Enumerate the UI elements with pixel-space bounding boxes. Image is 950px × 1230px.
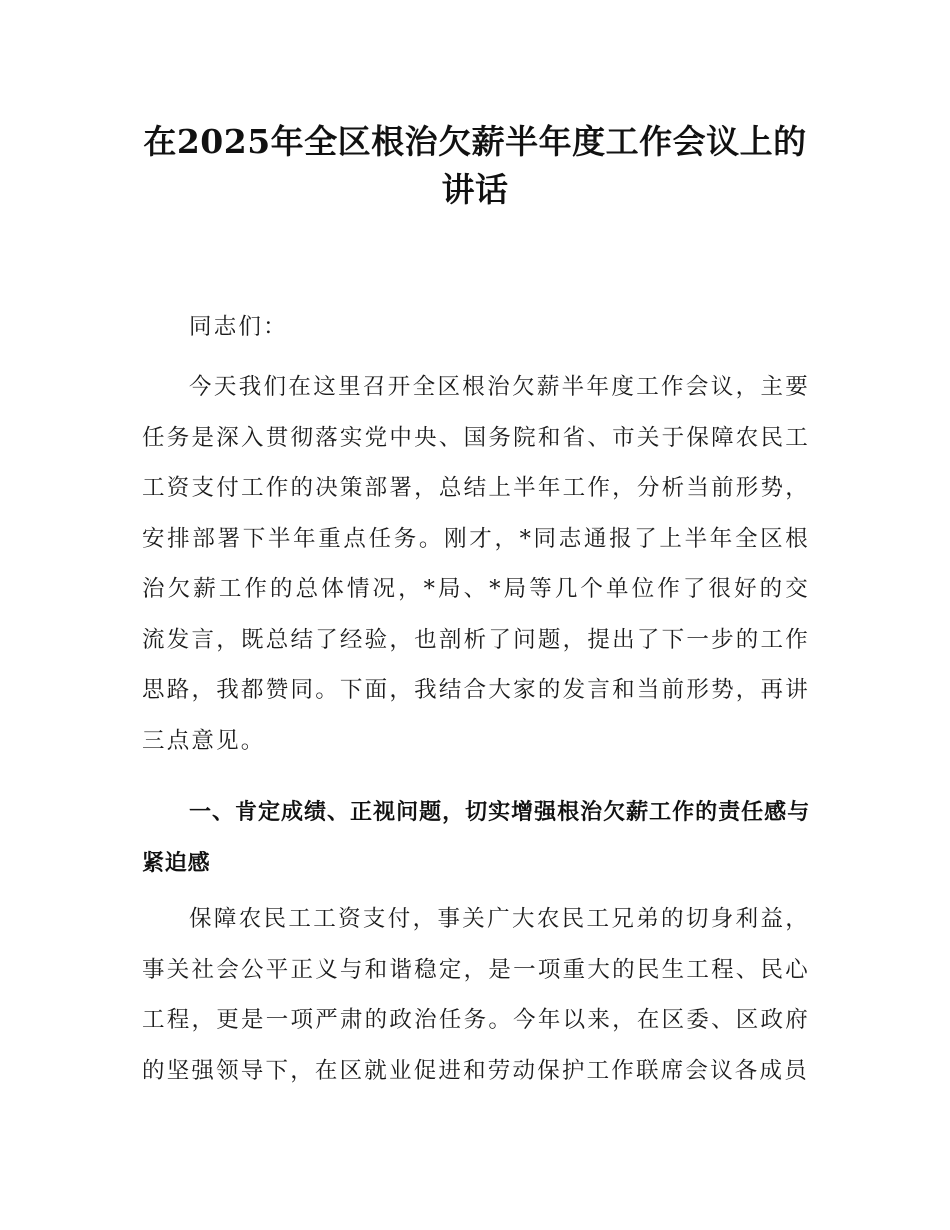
paragraph-intro: 今天我们在这里召开全区根治欠薪半年度工作会议，主要任务是深入贯彻落实党中央、国务院和省、市关于保障农民工工资支付工作的决策部署，总结上半年工作，分析当前形势，安排部署下半年重点任务。刚才，*同志通报了上半年全区根治欠薪工作的总体情况，*局、*局等几个单位作了很好的交流发言，既总结了经验，也剖析了问题，提出了下一步的工作思路，我都赞同。下面，我结合大家的发言和当前形势，再讲三点意见。 bbox=[142, 374, 810, 754]
section-heading-1: 一、肯定成绩、正视问题，切实增强根治欠薪工作的责任感与紧迫感 bbox=[142, 800, 810, 876]
document-title: 在2025年全区根治欠薪半年度工作会议上的讲话 bbox=[143, 122, 807, 209]
paragraph-section-1: 保障农民工工资支付，事关广大农民工兄弟的切身利益，事关社会公平正义与和谐稳定，是一项重大的民生工程、民心工程，更是一项严肃的政治任务。今年以来，在区委、区政府的坚强领导下，在区就业促进和劳动保护工作联席会议各成员 bbox=[142, 906, 810, 1084]
salutation: 同志们： bbox=[189, 314, 288, 340]
